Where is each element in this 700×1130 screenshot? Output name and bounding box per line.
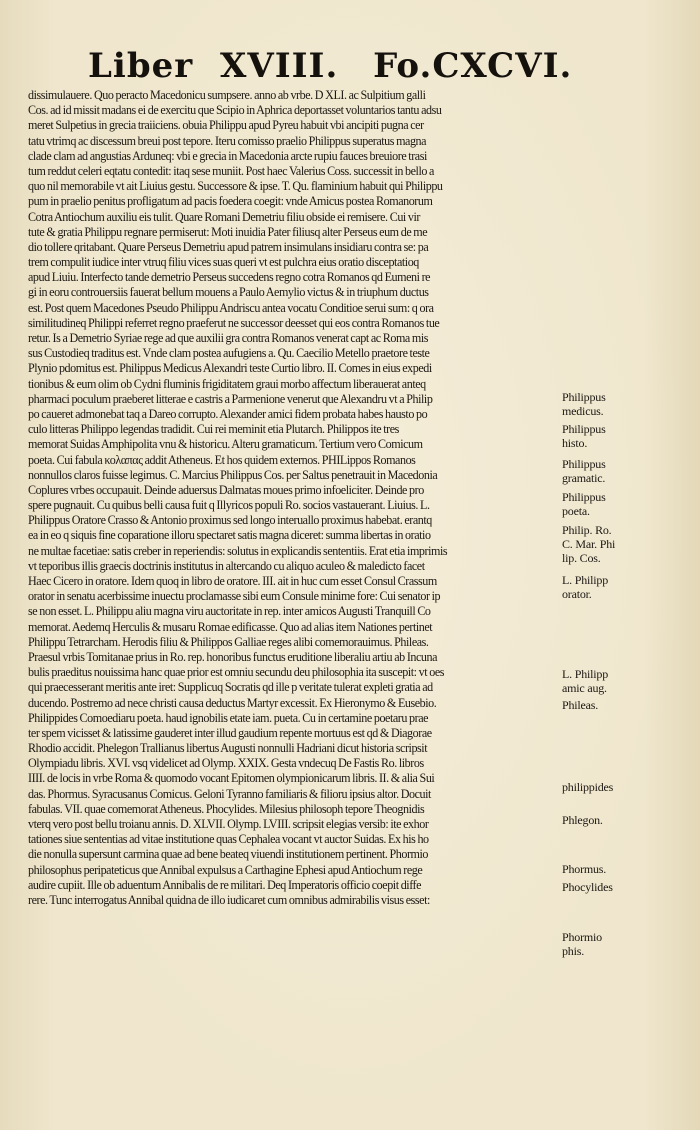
marginal-line: Phormio	[562, 930, 602, 944]
text-line: tationes siue sententias ad vitae institutione quas Cephalea vocant vt auctor Suidas. Ex his ho	[28, 832, 429, 847]
marginal-note	[562, 457, 697, 485]
text-line: est. Post quem Macedones Pseudo Philippu Andriscu antea vocatu Conditioe serui sum: q ora	[28, 300, 434, 315]
text-line: Rhodio accidit. Phelegon Trallianus libertus Augusti nonnulli Hadriani dicut historia scripsit	[28, 741, 428, 756]
text-line: Haec Cicero in oratore. Idem quoq in libro de oratore. III. ait in huc cum esset Consul Crassum	[28, 574, 437, 588]
header-book-number: XVIII.	[219, 46, 339, 86]
text-line: die nonulla supersunt carmina quae ad bene beateq viuendi institutionem pertinent. Phormio	[28, 847, 429, 862]
text-line: Coplures vrbes occupauit. Deinde aduersus Dalmatas moues primo infoeliciter. Deinde pro	[28, 482, 424, 497]
marginal-line: amic aug.	[562, 681, 607, 695]
text-line: orator in senatu acerbissime inuectu proclamasse sibi eum Consule minime fore: Cui senator ip	[28, 589, 441, 604]
marginal-line: L. Philipp	[562, 573, 609, 587]
marginal-note	[562, 862, 697, 876]
text-line: trem compulit iudice inter vtruq filiu vices suas queri vt est pulchra eius oratio disceptatioq	[28, 255, 419, 270]
text-line: Praesul vrbis Tomitanae prius in Ro. rep. honoribus functus eruditione liberaliu artiu ab Incuna	[28, 649, 438, 664]
text-line: po caueret admonebat taq a Dareo corrupto. Alexander amici fidem probata habes hausto po	[28, 406, 428, 421]
text-line: philosophus peripateticus que Annibal expulsus a Carthagine Ephesi apud Antiochum rege	[28, 862, 423, 877]
text-line: vterq vero post bellu troianu annis. D. XLVII. Olymp. LVIII. scripsit elegias versib: ite exhor	[28, 817, 429, 831]
marginal-line: Phileas.	[562, 698, 599, 712]
text-line: meret Sulpetius in grecia traiiciens. obuia Philippu apud Pyreu habuit vbi ancipiti pugna cer	[28, 118, 424, 133]
text-line: tatu vtrimq ac discessum breui post tepore. Iteru comisso praelio Philippus superatus magna	[28, 133, 427, 148]
marginal-note	[562, 667, 697, 695]
marginal-line: Philippus	[562, 422, 606, 436]
text-line: sus Custodieq traditus est. Vnde clam postea aufugiens a. Qu. Caecilio Metello praetore teste	[28, 346, 430, 361]
text-line: retur. Is a Demetrio Syriae rege ad que auxilii gra contra Romanos venerat capt ac Roma mis	[28, 331, 429, 345]
marginal-line: C. Mar. Phi	[562, 537, 616, 551]
marginal-note	[562, 930, 697, 958]
text-line: gi in eoru controuersiis fauerat bellum mouens a Paulo Aemylio victus & in triuphum ductus	[28, 285, 429, 300]
marginal-line: poeta.	[562, 504, 590, 518]
text-line: vt teporibus illis graecis doctrinis institutus in altercando cu aliquo aculeo & maledicto facet	[28, 558, 425, 573]
text-line: das. Phormus. Syracusanus Comicus. Geloni Tyranno familiaris & filioru ipsius altor. Docuit	[28, 786, 431, 801]
text-line: dio tollere qritabant. Quare Perseus Demetriu apud patrem insimulans insidiaru contra se: pa	[28, 239, 429, 254]
text-line: quo nil memorabile vt ait Liuius gestu. Successore & ipse. T. Qu. flaminium habuit qui Philippu	[28, 179, 443, 194]
marginal-line: histo.	[562, 436, 588, 450]
marginal-line: Philip. Ro.	[562, 523, 612, 537]
marginal-line: lip. Cos.	[562, 551, 601, 565]
text-line: ter spem vicisset & latissime gauderet inter illud gaudium repente mortuus est qd & Diagorae	[28, 725, 432, 740]
text-line: rere. Tunc interrogatus Annibal quidna de illo iudicaret cum omnibus admirabilis visus esset:	[28, 892, 430, 907]
text-line: spere pugnauit. Cu quibus belli causa fuit q Illyricos populi Ro. socios vastauerant. Liuius. L.	[28, 498, 430, 513]
text-line: ea in eo q siquis fine coparatione illoru spectaret satis magna diceret: summa libertas in oratio	[28, 528, 431, 543]
marginal-note	[562, 698, 697, 712]
marginal-note	[562, 422, 697, 450]
marginal-note	[562, 573, 697, 601]
text-line: bulis praeditus nouissima hanc quae prior est omniu secundu deu philosophia ita suscepit: vt oes	[28, 665, 445, 680]
text-line: pum in praelio penitus profligatum ad pacis foedera coegit: vnde Amicus postea Romanorum	[28, 194, 433, 209]
text-line: pharmaci poculum praeberet litterae e castris a Parmenione venerut que Alexandru vt a Philip	[28, 391, 433, 406]
text-line: culo litteras Philippo legendas tradidit. Cui rei meminit etia Plutarch. Philippos ite tres	[28, 422, 399, 437]
text-line: Philippu Tetrarcham. Herodis filiu & Philippos Galliae reges alibi comemorauimus. Phileas.	[28, 634, 429, 649]
header-folio: Fo.CXCVI.	[373, 46, 573, 86]
text-line: tionibus & eum olim ob Cydni fluminis frigiditatem graui morbo affectum liberauerat anteq	[28, 376, 426, 391]
marginal-line: gramatic.	[562, 471, 606, 485]
text-line: apud Liuiu. Interfecto tande demetrio Perseus succedens regno cotra Romanos qd Eumeni re	[28, 270, 431, 285]
marginal-line: medicus.	[562, 404, 604, 418]
text-line: clade clam ad angustias Arduneq: vbi e grecia in Macedonia arcte rupiu fauces breuiore trasi	[28, 148, 427, 163]
marginal-line: Philippus	[562, 490, 606, 504]
text-line: tute & gratia Philippu regnare permiserut: Moti inuidia Pater filiusq alter Perseus eum de me	[28, 224, 428, 239]
marginal-line: L. Philipp	[562, 667, 609, 681]
text-line: audire cupiit. Ille ob aduentum Annibalis de re militari. Deq Imperatoris officio coepit diffe	[28, 877, 422, 892]
text-line: dissimulauere. Quo peracto Macedonicu sumpsere. anno ab vrbe. D XLI. ac Sulpitium galli	[28, 88, 426, 102]
text-line: memorat. Aedemq Herculis & musaru Romae edificasse. Quo ad alias item Nationes pertinet	[28, 619, 433, 634]
text-line: Philippus Oratore Crasso & Antonio proximus sed longo interuallo proximus habebat. erantq	[28, 513, 432, 528]
marginal-line: Phormus.	[562, 862, 607, 876]
text-line: nonnullos claros fuisse legimus. C. Marcius Philippus Cos. per Saltus penetrauit in Macedonia	[28, 467, 438, 482]
text-line: Philippides Comoediaru poeta. haud ignobilis etate iam. pueta. Cu in certamine poetaru prae	[28, 710, 429, 725]
marginal-note	[562, 780, 697, 794]
marginal-line: Phlegon.	[562, 813, 603, 827]
text-line: Plynio pdomitus est. Philippus Medicus Alexandri teste Curtio libro. II. Comes in eius expedi	[28, 361, 432, 376]
marginal-line: Philippus	[562, 457, 606, 471]
marginal-line: orator.	[562, 587, 592, 601]
text-line: Olympiadu libris. XVI. vsq videlicet ad Olymp. XXIX. Gesta vndecuq De Fastis Ro. libros	[28, 756, 424, 771]
marginal-line: Philippus	[562, 390, 606, 404]
marginal-note	[562, 880, 697, 894]
marginal-note	[562, 390, 697, 418]
text-line: Cos. ad id missit madans ei de exercitu que Scipio in Aphrica deportasset voluntarios tantu adsu	[28, 103, 442, 118]
text-line: similitudineq Philippi referret regno praeferut ne successor deesset qui eos contra Romanos tue	[28, 315, 440, 330]
text-line: memorat Suidas Amphipolita vnu & historicu. Alteru gramaticum. Tertium vero Comicum	[28, 437, 423, 452]
text-line: Cotra Antiochum auxiliu eis tulit. Quare Romani Demetriu filiu obside ei remisere. Cui vir	[28, 209, 420, 224]
marginal-note	[562, 523, 697, 565]
text-line: ducendo. Postremo ad nece christi causa deductus Martyr excessit. Ex Hieronymo & Eusebio.	[28, 695, 437, 710]
page-header	[88, 46, 573, 92]
text-line: fabulas. VII. quae comemorat Atheneus. Phocylides. Milesius philosoph tepore Theognidis	[28, 801, 425, 816]
main-text-column	[28, 88, 573, 908]
text-line: poeta. Cui fabula κολαπας addit Atheneus. Et hos quidem externos. PHILippos Romanos	[28, 452, 416, 467]
text-line: se non esset. L. Philippu aliu magna viru auctoritate in rep. inter amicos Augusti Tranquill Co	[28, 604, 431, 619]
text-line: IIII. de locis in vrbe Roma & quomodo vocant Epitomen olympionicarum libris. II. & alia Sui	[28, 771, 435, 786]
text-line: qui praecesserant meritis ante iret: Supplicuq Socratis qd ille p veritate tulerat expleti gratia ad	[28, 680, 433, 695]
marginal-line: phis.	[562, 944, 585, 958]
marginal-line: Phocylides	[562, 880, 613, 894]
marginal-note	[562, 490, 697, 518]
text-line: tum reddut celeri eqtatu contedit: itaq sese muniit. Post haec Valerius Coss. successit in bello a	[28, 163, 434, 178]
marginal-note	[562, 813, 697, 827]
text-line: ne multae facetiae: satis creber in reperiendis: solutus in explicandis sententiis. Erat etia imprimis	[28, 543, 448, 558]
marginal-line: philippides	[562, 780, 614, 794]
header-book-label: Liber	[88, 46, 194, 86]
